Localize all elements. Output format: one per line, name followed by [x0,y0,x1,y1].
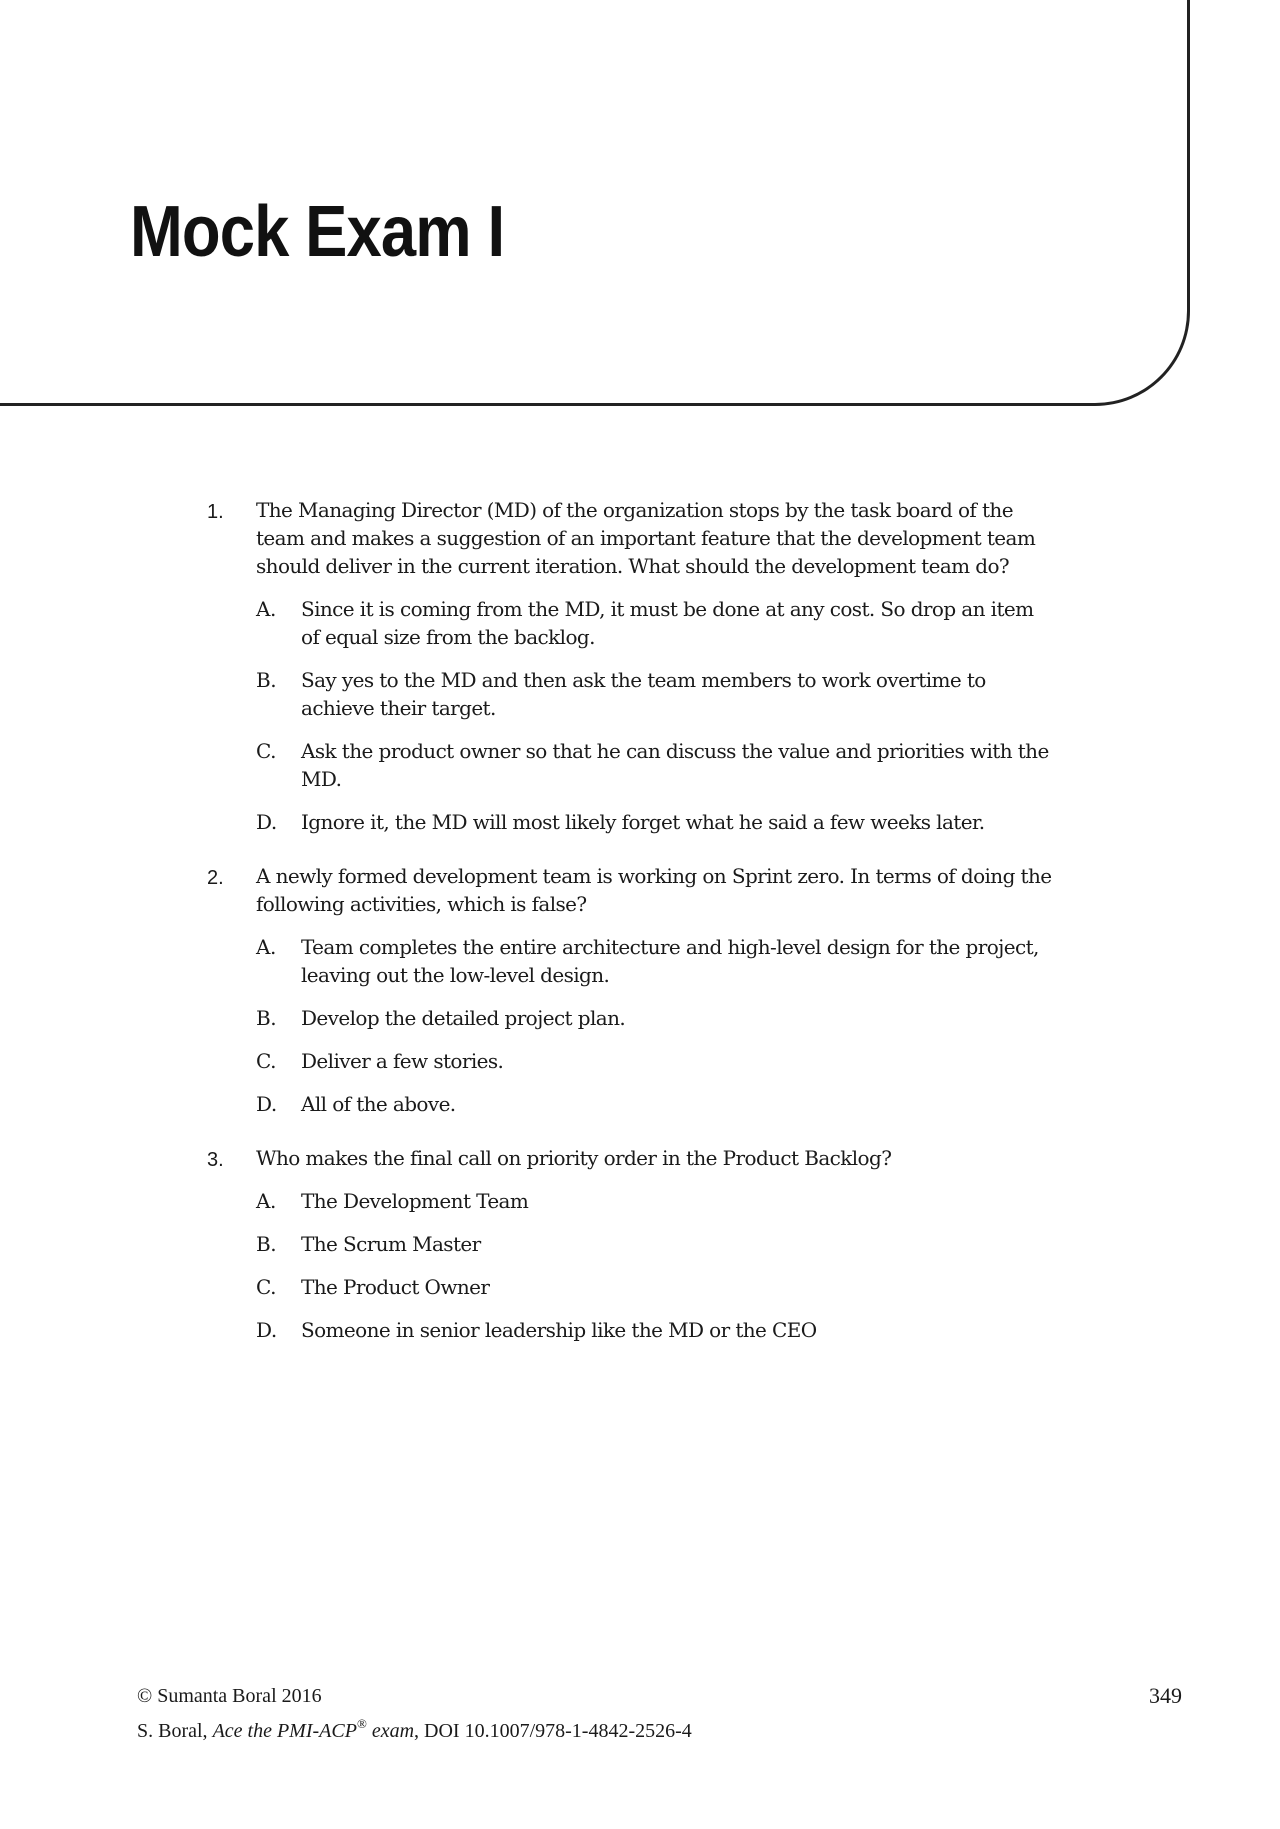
option-text: Say yes to the MD and then ask the team members to work overtime to achieve their target. [301,668,986,720]
answer-option-c [256,1047,1057,1075]
question-text: Who makes the final call on priority order in the Product Backlog? [256,1146,892,1170]
citation-author: S. Boral, [137,1720,213,1742]
book-title [212,1716,415,1742]
option-letter: C. [256,1049,276,1073]
option-text: Deliver a few stories. [301,1049,504,1073]
option-letter: D. [256,810,277,834]
option-letter: D. [256,1092,277,1116]
question-text: The Managing Director (MD) of the organization stops by the task board of the team and makes a suggestion of an important feature that the development team should deliver in the current iteration. What should the development team do? [256,498,1036,578]
option-text: Someone in senior leadership like the MD or the CEO [301,1318,817,1342]
citation-doi: , DOI 10.1007/978-1-4842-2526-4 [414,1720,692,1742]
book-title-main: Ace the PMI-ACP [212,1720,357,1742]
option-text: Team completes the entire architecture and high-level design for the project, leaving out the low-level design. [301,935,1039,987]
option-text: The Product Owner [301,1275,490,1299]
answer-options [256,595,1057,836]
question-1 [207,496,1057,836]
question-2 [207,862,1057,1118]
option-letter: B. [256,1006,277,1030]
option-letter: C. [256,739,276,763]
answer-option-a [256,933,1057,989]
option-letter: B. [256,1232,277,1256]
question-text: A newly formed development team is working on Sprint zero. In terms of doing the following activities, which is false? [256,864,1052,916]
answer-option-a [256,1187,1057,1215]
question-list [207,496,1057,1370]
question-number: 2. [207,867,224,889]
answer-option-d [256,1316,1057,1344]
answer-option-c [256,1273,1057,1301]
copyright-line: © Sumanta Boral 2016 [137,1685,322,1707]
question-number: 3. [207,1149,224,1171]
option-text: Ignore it, the MD will most likely forget what he said a few weeks later. [301,810,985,834]
question-number: 1. [207,501,224,523]
option-text: Ask the product owner so that he can discuss the value and priorities with the MD. [301,739,1049,791]
page-number: 349 [1149,1683,1182,1708]
answer-option-b [256,1230,1057,1258]
option-letter: D. [256,1318,277,1342]
option-letter: A. [256,935,276,959]
option-text: Since it is coming from the MD, it must be done at any cost. So drop an item of equal size from the backlog. [301,597,1034,649]
option-letter: B. [256,668,277,692]
answer-option-a [256,595,1057,651]
answer-option-c [256,737,1057,793]
answer-option-b [256,1004,1057,1032]
option-text: The Development Team [301,1189,529,1213]
option-text: The Scrum Master [301,1232,481,1256]
registered-mark: ® [356,1716,367,1731]
book-title-suffix: exam [366,1720,415,1742]
answer-options [256,1187,1057,1344]
option-letter: C. [256,1275,276,1299]
question-3 [207,1144,1057,1344]
citation-line [137,1710,692,1745]
chapter-title: Mock Exam I [130,192,505,272]
answer-option-b [256,666,1057,722]
option-text: All of the above. [301,1092,456,1116]
answer-option-d [256,808,1057,836]
page-footer [137,1682,692,1745]
answer-option-d [256,1090,1057,1118]
option-letter: A. [256,1189,276,1213]
option-letter: A. [256,597,276,621]
answer-options [256,933,1057,1118]
option-text: Develop the detailed project plan. [301,1006,626,1030]
